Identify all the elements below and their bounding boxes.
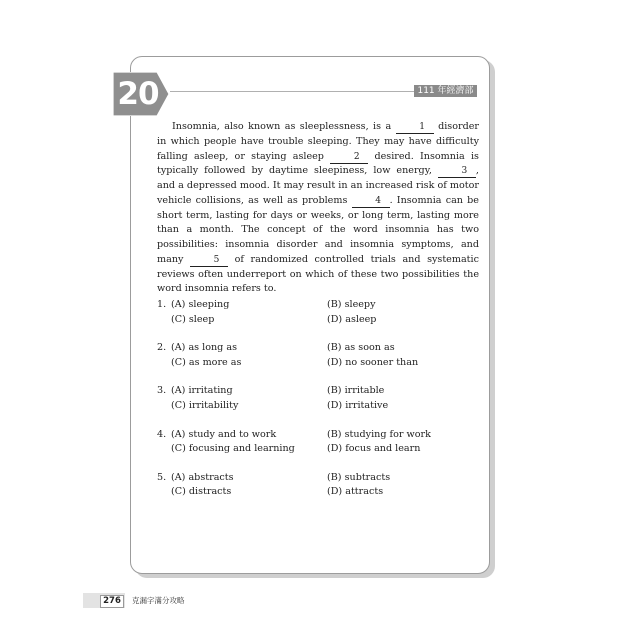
option-a: (A) as long as <box>171 342 238 354</box>
blank-5: 5 <box>190 255 228 267</box>
option-c: (C) sleep <box>171 313 215 325</box>
option-d: (D) asleep <box>327 313 377 325</box>
question-item <box>157 427 479 456</box>
badge-number: 20 <box>117 76 159 112</box>
passage-text-1: Insomnia, also known as sleeplessness, is a <box>172 121 392 132</box>
question-number: 2. <box>157 342 167 354</box>
option-a: (A) abstracts <box>171 471 234 483</box>
question-number: 1. <box>157 299 167 310</box>
question-item <box>157 340 479 369</box>
option-a: (A) study and to work <box>171 428 277 440</box>
option-c: (C) focusing and learning <box>171 443 295 455</box>
blank-2: 2 <box>330 152 368 164</box>
option-d: (D) focus and learn <box>327 443 421 455</box>
option-a: (A) irritating <box>171 385 233 397</box>
passage-text-4: , and a depressed mood. It may result in an increased risk of motor vehicle collisions, as well as problems <box>157 165 479 206</box>
question-list <box>157 297 479 513</box>
question-number-badge <box>113 72 169 116</box>
passage-text-3: desired. Insomnia is typically followed by daytime sleepiness, low energy, <box>157 150 479 177</box>
blank-3: 3 <box>438 166 476 178</box>
cloze-passage <box>157 120 479 297</box>
option-c: (C) distracts <box>171 486 232 498</box>
option-b: (B) subtracts <box>327 471 391 483</box>
option-b: (B) studying for work <box>327 428 431 440</box>
question-number: 3. <box>157 385 167 397</box>
option-c: (C) as more as <box>171 356 242 368</box>
option-c: (C) irritability <box>171 399 239 411</box>
header-divider <box>170 91 414 92</box>
question-number: 5. <box>157 471 167 483</box>
passage-text-2: disorder in which people have trouble sleeping. They may have difficulty falling asleep, or staying asleep <box>157 121 479 162</box>
blank-4: 4 <box>352 196 390 208</box>
passage-paragraph <box>157 120 479 297</box>
option-d: (D) attracts <box>327 486 384 498</box>
option-a: (A) sleeping <box>171 299 230 310</box>
option-b: (B) sleepy <box>327 299 376 310</box>
exam-source-tag: 111 年經濟部 <box>414 85 477 97</box>
question-item <box>157 470 479 499</box>
question-item <box>157 297 479 326</box>
option-b: (B) irritable <box>327 385 385 397</box>
question-item <box>157 383 479 412</box>
page-number: 276 <box>100 595 124 608</box>
question-number: 4. <box>157 428 167 440</box>
option-b: (B) as soon as <box>327 342 395 354</box>
book-title: 克漏字滿分攻略 <box>132 596 185 605</box>
passage-text-5: . Insomnia can be short term, lasting for days or weeks, or long term, lasting more than a month. The concept of the word insomnia has two possibilities: insomnia disorder and insomnia symptoms, and many <box>157 194 479 265</box>
passage-text-6: of randomized controlled trials and systematic reviews often underreport on which of these two possibilities the word insomnia refers to. <box>157 253 479 295</box>
blank-1: 1 <box>396 122 434 134</box>
option-d: (D) no sooner than <box>327 356 419 368</box>
option-d: (D) irritative <box>327 399 389 411</box>
